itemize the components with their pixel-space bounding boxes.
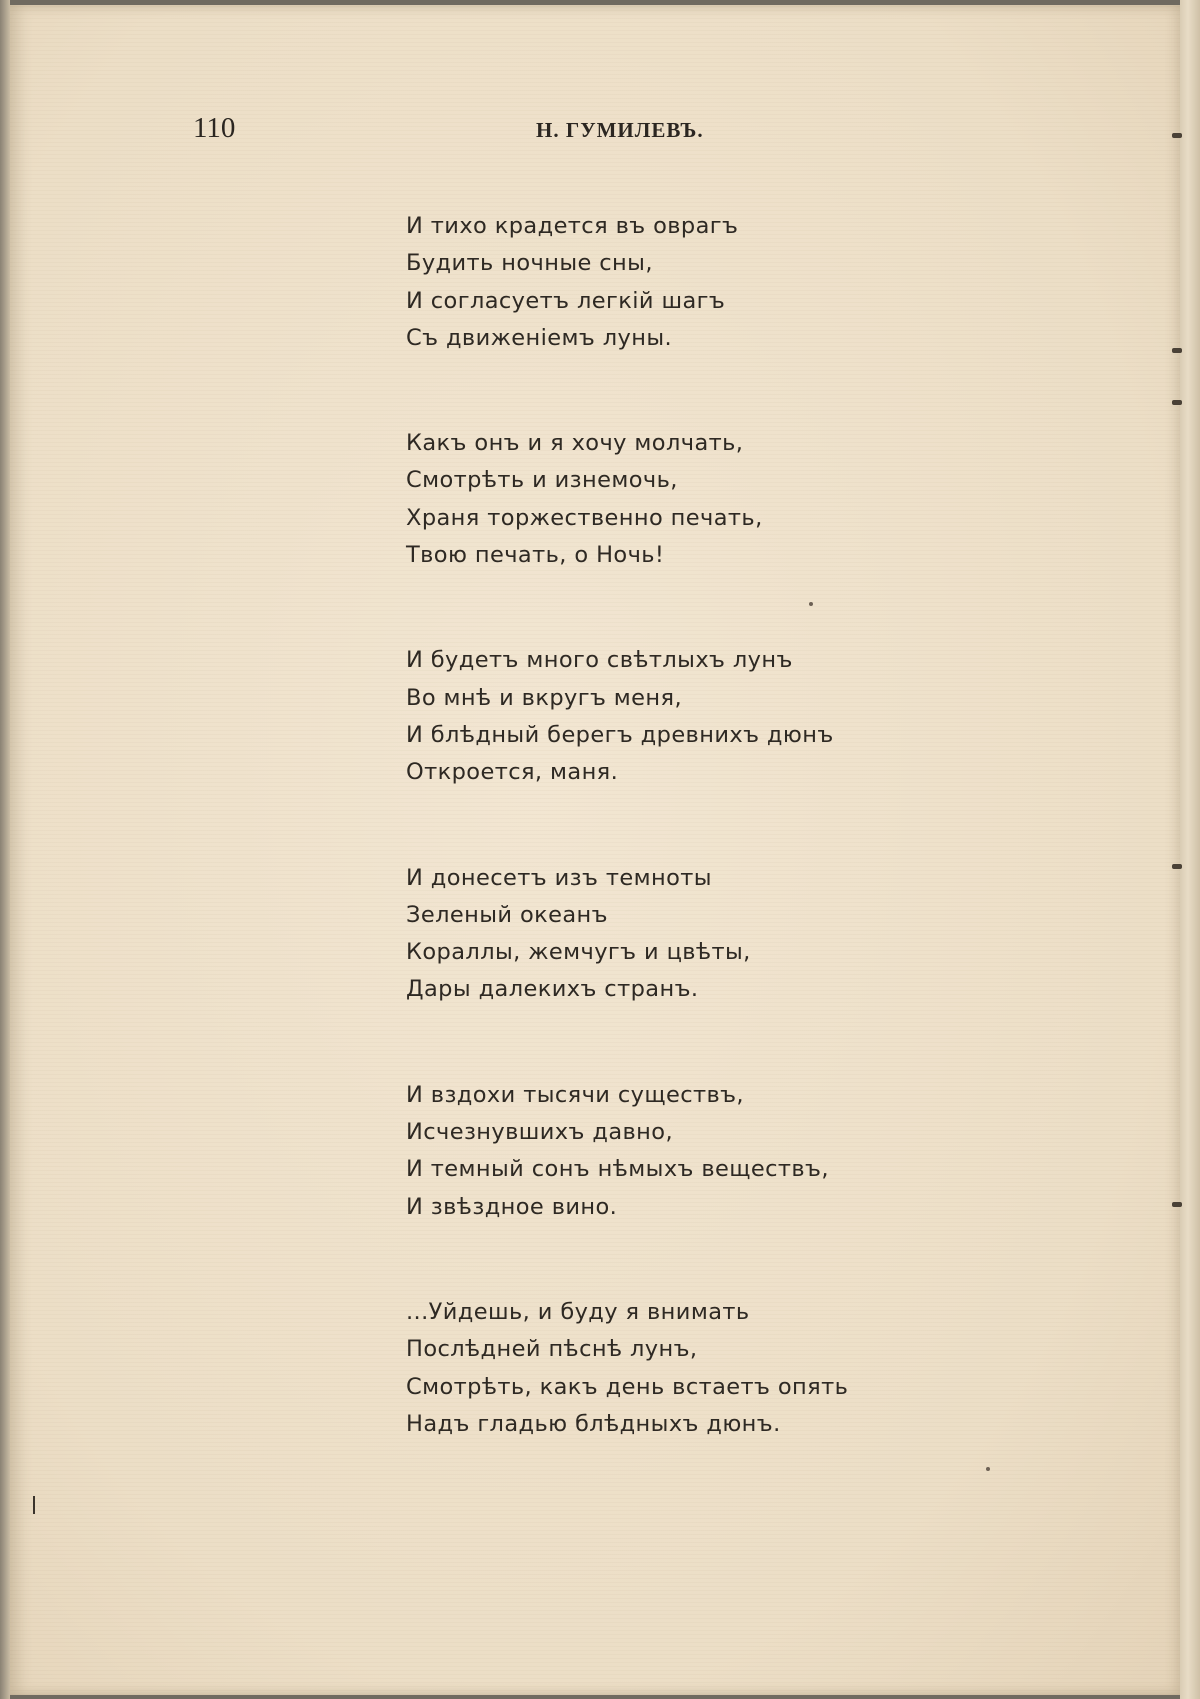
book-gutter <box>0 0 10 1699</box>
verse-line: Зеленый океанъ <box>406 901 608 928</box>
edge-mark <box>1172 133 1182 138</box>
running-head-author: Н. ГУМИЛЕВЪ. <box>536 118 704 142</box>
verse-line: Послѣдней пѣснѣ лунъ, <box>406 1336 698 1363</box>
verse-line: И донесетъ изъ темноты <box>406 864 712 891</box>
verse-line: Какъ онъ и я хочу молчать, <box>406 430 744 457</box>
verse-line: Откроется, маня. <box>406 759 619 786</box>
verse-line: Смотрѣть, какъ день встаетъ опять <box>406 1373 849 1400</box>
verse-line: Дары далекихъ странъ. <box>406 976 699 1003</box>
verse-line: И звѣздное вино. <box>406 1193 618 1220</box>
verse-line: И согласуетъ легкій шагъ <box>406 287 726 314</box>
verse-line: Исчезнувшихъ давно, <box>406 1119 673 1146</box>
verse-line: ...Уйдешь, и буду я внимать <box>406 1298 750 1325</box>
verse-line: И вздохи тысячи существъ, <box>406 1081 744 1108</box>
verse-line: Смотрѣть и изнемочь, <box>406 467 678 494</box>
verse-line: Твою печать, о Ночь! <box>406 542 665 569</box>
stanza <box>406 642 848 791</box>
margin-mark <box>33 1496 35 1514</box>
stanza <box>406 425 848 574</box>
verse-line: И темный сонъ нѣмыхъ веществъ, <box>406 1156 829 1183</box>
verse-line: Кораллы, жемчугъ и цвѣты, <box>406 939 751 966</box>
verse-line: И блѣдный берегъ древнихъ дюнъ <box>406 721 834 748</box>
stanza <box>406 860 848 1009</box>
edge-mark <box>1172 348 1182 353</box>
stanza <box>406 1077 848 1226</box>
stanza <box>406 1294 848 1443</box>
verse-line: Будить ночные сны, <box>406 250 653 277</box>
verse-line: И будетъ много свѣтлыхъ лунъ <box>406 647 793 674</box>
verse-line: Храня торжественно печать, <box>406 504 763 531</box>
stanza <box>406 208 848 357</box>
poem-body <box>406 208 848 1511</box>
verse-line: И тихо крадется въ оврагъ <box>406 213 739 239</box>
verse-line: Надъ гладью блѣдныхъ дюнъ. <box>406 1410 781 1437</box>
page-number: 110 <box>193 112 236 144</box>
verse-line: Во мнѣ и вкругъ меня, <box>406 684 683 711</box>
edge-mark <box>1172 400 1182 405</box>
page-edge <box>1180 0 1200 1699</box>
verse-line: Съ движеніемъ луны. <box>406 324 673 351</box>
paper-speck <box>986 1467 990 1471</box>
edge-mark <box>1172 864 1182 869</box>
edge-mark <box>1172 1202 1182 1207</box>
